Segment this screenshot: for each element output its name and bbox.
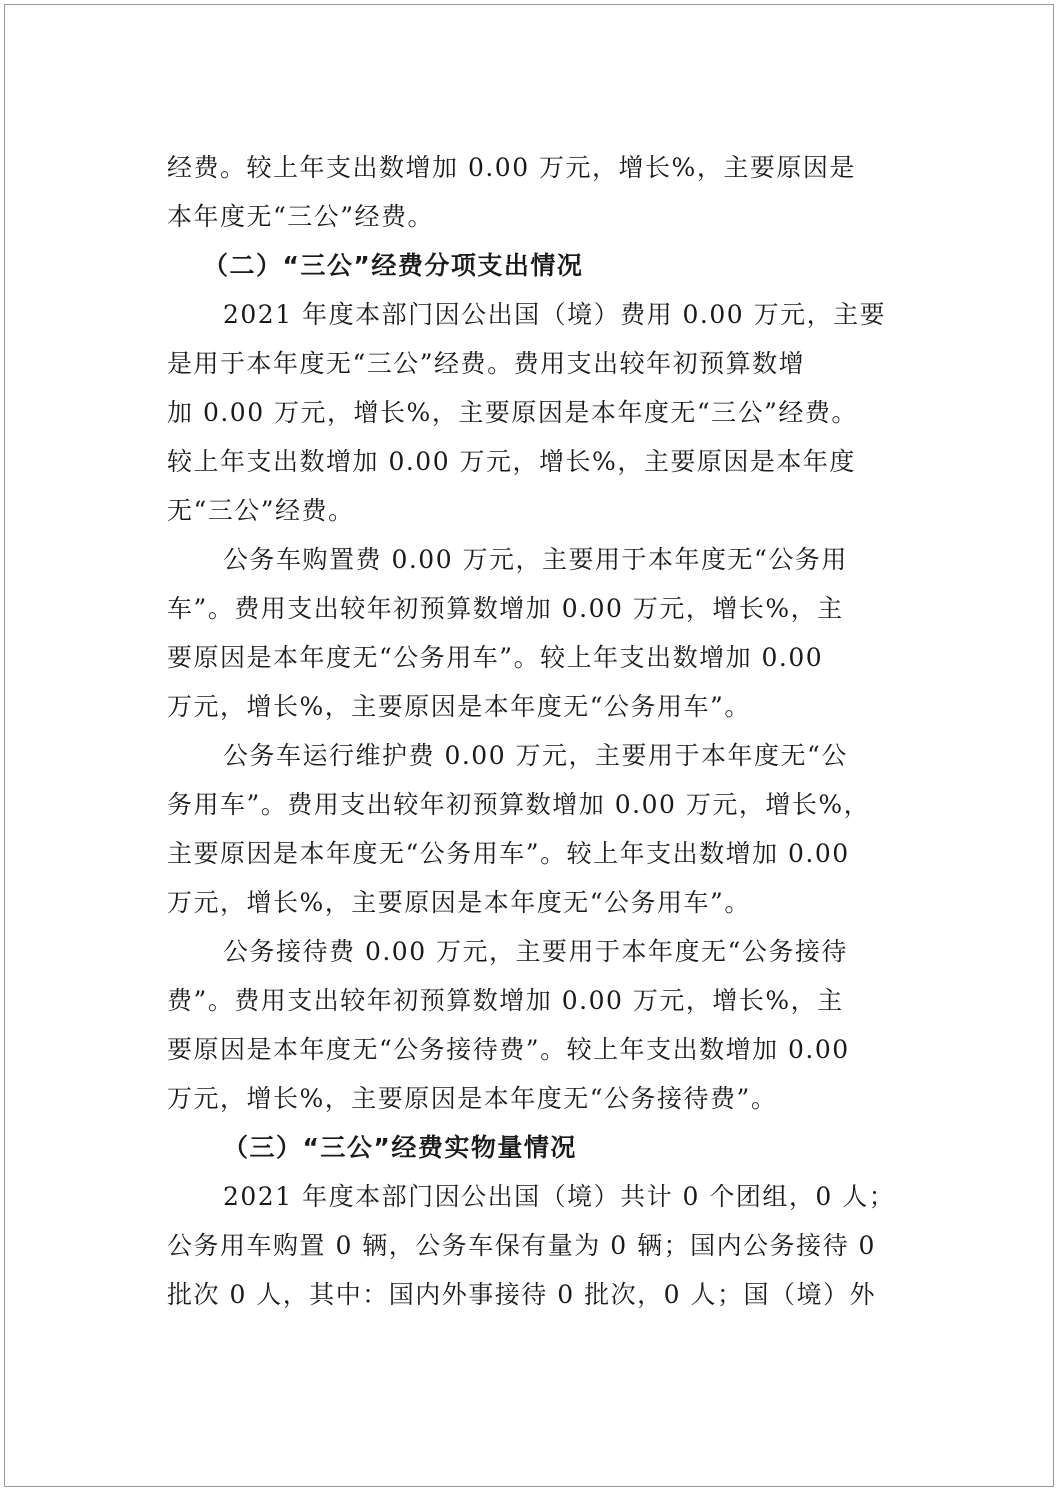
text-line: 要原因是本年度无“公务用车”。较上年支出数增加 0.00 — [167, 643, 824, 672]
text-line: 主要原因是本年度无“公务用车”。较上年支出数增加 0.00 — [167, 839, 850, 868]
paragraph-start: 2021 年度本部门因公出国（境）共计 0 个团组，0 人； — [223, 1182, 896, 1211]
text-line: 批次 0 人，其中：国内外事接待 0 批次，0 人；国（境）外 — [167, 1280, 876, 1309]
text-line: 万元，增长%，主要原因是本年度无“公务用车”。 — [167, 888, 751, 917]
text-line: 车”。费用支出较年初预算数增加 0.00 万元，增长%，主 — [167, 594, 844, 623]
text-line: 是用于本年度无“三公”经费。费用支出较年初预算数增 — [167, 349, 806, 378]
section-heading-2: （二）“三公”经费分项支出情况 — [203, 251, 584, 280]
text-line: 费”。费用支出较年初预算数增加 0.00 万元，增长%，主 — [167, 986, 844, 1015]
text-line: 公务用车购置 0 辆，公务车保有量为 0 辆；国内公务接待 0 — [167, 1231, 876, 1260]
text-line: 经费。较上年支出数增加 0.00 万元，增长%，主要原因是 — [167, 153, 856, 182]
document-page — [4, 4, 1054, 1487]
text-line: 本年度无“三公”经费。 — [167, 202, 435, 231]
document-body — [167, 143, 923, 1319]
paragraph-start: 2021 年度本部门因公出国（境）费用 0.00 万元，主要 — [223, 300, 887, 329]
paragraph-start: 公务车购置费 0.00 万元，主要用于本年度无“公务用 — [223, 545, 848, 574]
text-line: 万元，增长%，主要原因是本年度无“公务用车”。 — [167, 692, 751, 721]
text-line: 万元，增长%，主要原因是本年度无“公务接待费”。 — [167, 1084, 778, 1113]
text-line: 无“三公”经费。 — [167, 496, 355, 525]
section-heading-3: （三）“三公”经费实物量情况 — [223, 1133, 577, 1162]
text-line: 务用车”。费用支出较年初预算数增加 0.00 万元，增长%， — [167, 790, 871, 819]
text-line: 较上年支出数增加 0.00 万元，增长%，主要原因是本年度 — [167, 447, 856, 476]
paragraph-start: 公务接待费 0.00 万元，主要用于本年度无“公务接待 — [223, 937, 848, 966]
text-line: 要原因是本年度无“公务接待费”。较上年支出数增加 0.00 — [167, 1035, 850, 1064]
text-line: 加 0.00 万元，增长%，主要原因是本年度无“三公”经费。 — [167, 398, 858, 427]
paragraph-start: 公务车运行维护费 0.00 万元，主要用于本年度无“公 — [223, 741, 848, 770]
